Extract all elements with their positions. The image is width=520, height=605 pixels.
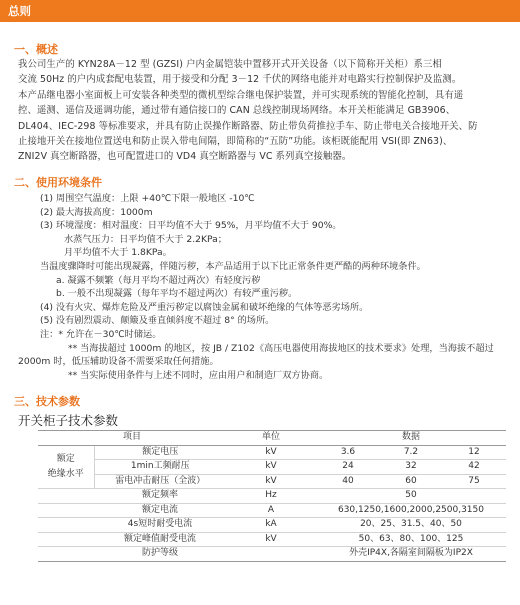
overview-line: 止接地开关在接地位置送电和防止误入带电间隔，即简称的“五防”功能。该柜既能配用 VSI(即 ZN63)、 <box>18 136 453 148</box>
overview-line: ZNI2V 真空断路器，也可配置进口的 VD4 真空断路器与 VC 系列真空接触器。 <box>18 151 352 163</box>
params-table-title: 开关柜子技术参数 <box>18 413 119 428</box>
table-row <box>38 518 506 533</box>
overview-line: 本产品继电器小室面板上可安装各种类型的微机型综合继电保护装置，并可实现系统的智能化控制，具有遥 <box>18 89 464 101</box>
table-row <box>38 547 506 562</box>
row-value: 75 <box>442 474 506 489</box>
environment-line: (3) 环境湿度：相对温度：日平均值不大于 95%，月平均值不大于 90%。 <box>40 220 342 232</box>
row-value: 外壳IP4X,各隔室间隔板为IP2X <box>316 547 506 562</box>
row-item: 额定电流 <box>94 503 226 518</box>
table-row <box>38 489 506 504</box>
table-row <box>38 474 506 489</box>
section-environment-title: 二、使用环境条件 <box>14 176 102 189</box>
row-value: 60 <box>380 474 442 489</box>
environment-line: 注：* 允许在－30℃时储运。 <box>40 328 162 340</box>
environment-line: a. 凝露不频繁（每月平均不超过两次）有轻度污秽 <box>56 274 261 286</box>
row-item: 额定频率 <box>94 489 226 504</box>
row-value: 3.6 <box>316 445 380 460</box>
table-row <box>38 460 506 475</box>
row-unit: kA <box>226 518 316 533</box>
row-unit: kV <box>226 460 316 475</box>
table-row <box>38 445 506 460</box>
overview-line: 控、遥测、遥信及遥调功能，通过带有通信接口的 CAN 总线控制现场网络。本开关柜能满足 GB3906、 <box>18 105 456 117</box>
row-value: 12 <box>442 445 506 460</box>
table-row <box>38 503 506 518</box>
overview-paragraph <box>18 57 512 165</box>
environment-line: 当温度骤降时可能出现凝露，伴随污秽，本产品适用于以下比正常条件更严酷的两种环境条件。 <box>40 260 426 272</box>
row-item: 额定电压 <box>94 445 226 460</box>
environment-line: 水蒸气压力：日平均值不大于 2.2KPa； <box>64 233 227 245</box>
header-title: 总则 <box>8 4 31 18</box>
row-value: 50 <box>316 489 506 504</box>
environment-line: (2) 最大海拔高度：1000m <box>40 206 153 218</box>
row-unit: Hz <box>226 489 316 504</box>
overview-line: 我公司生产的 KYN28A－12 型 (GZSI) 户内金属铠装中置移开式开关设备（以下简称开关柜）系三相 <box>18 59 442 70</box>
row-value: 50、63、80、100、125 <box>316 532 506 547</box>
environment-line: (5) 没有剧烈震动、颠簸及垂直倾斜度不超过 8° 的场所。 <box>40 315 275 327</box>
row-item: 额定峰值耐受电流 <box>94 532 226 547</box>
row-item: 4s短时耐受电流 <box>94 518 226 533</box>
row-unit: kV <box>226 532 316 547</box>
group-label-line: 绝缘水平 <box>47 468 84 479</box>
header-data: 数据 <box>316 431 506 446</box>
environment-line: (4) 没有火灾、爆炸危险及严重污秽定以腐蚀金属和破坏绝缘的气体等恶劣场所。 <box>40 301 369 313</box>
row-item: 雷电冲击耐压（全波） <box>94 474 226 489</box>
row-value: 32 <box>380 460 442 475</box>
group-label-line: 额定 <box>56 453 75 464</box>
header-item: 项目 <box>38 431 226 446</box>
environment-note-line: ** 当海拔超过 1000m 的地区，按 JB / Z102《高压电器使用海拔地区的技术要求》处理，当海拔不超过 <box>68 342 494 354</box>
header-bar <box>0 0 520 22</box>
environment-note-line: ** 当实际使用条件与上述不同时，应由用户和制造厂双方协商。 <box>68 369 329 381</box>
environment-line: (1) 周围空气温度：上限 +40℃下限一般地区 -10℃ <box>40 193 255 204</box>
section-technical-title: 三、技术参数 <box>14 395 80 408</box>
params-table <box>38 430 506 562</box>
row-item: 防护等级 <box>94 547 226 562</box>
row-value: 40 <box>316 474 380 489</box>
row-value: 630,1250,1600,2000,2500,3150 <box>316 503 506 518</box>
row-unit: A <box>226 503 316 518</box>
row-value: 20、25、31.5、40、50 <box>316 518 506 533</box>
row-unit: kV <box>226 474 316 489</box>
environment-note-line: 2000m 时，低压辅助设备不需要采取任何措施。 <box>18 356 219 368</box>
overview-line: DL404、IEC-298 等标准要求，并具有防止误操作断路器、防止带负荷推拉手车、防止带电关合接地开关、防 <box>18 120 478 132</box>
row-unit <box>226 547 316 562</box>
table-header-row <box>38 431 506 446</box>
header-unit: 单位 <box>226 431 316 446</box>
section-overview-title: 一、概述 <box>14 43 58 56</box>
table-row <box>38 532 506 547</box>
overview-line: 交流 50Hz 的户内成套配电装置，用于接受和分配 3－12 千伏的网络电能并对电路实行控制保护及监测。 <box>18 74 462 86</box>
row-value: 7.2 <box>380 445 442 460</box>
environment-line: b. 一般不出现凝露（每年平均不超过两次）有较严重污秽。 <box>56 288 298 300</box>
row-value: 42 <box>442 460 506 475</box>
row-value: 24 <box>316 460 380 475</box>
environment-line: 月平均值不大于 1.8KPa。 <box>64 247 172 259</box>
environment-list <box>18 192 510 382</box>
row-unit: kV <box>226 445 316 460</box>
insulation-group-label <box>38 445 94 489</box>
row-item: 1min工频耐压 <box>94 460 226 475</box>
